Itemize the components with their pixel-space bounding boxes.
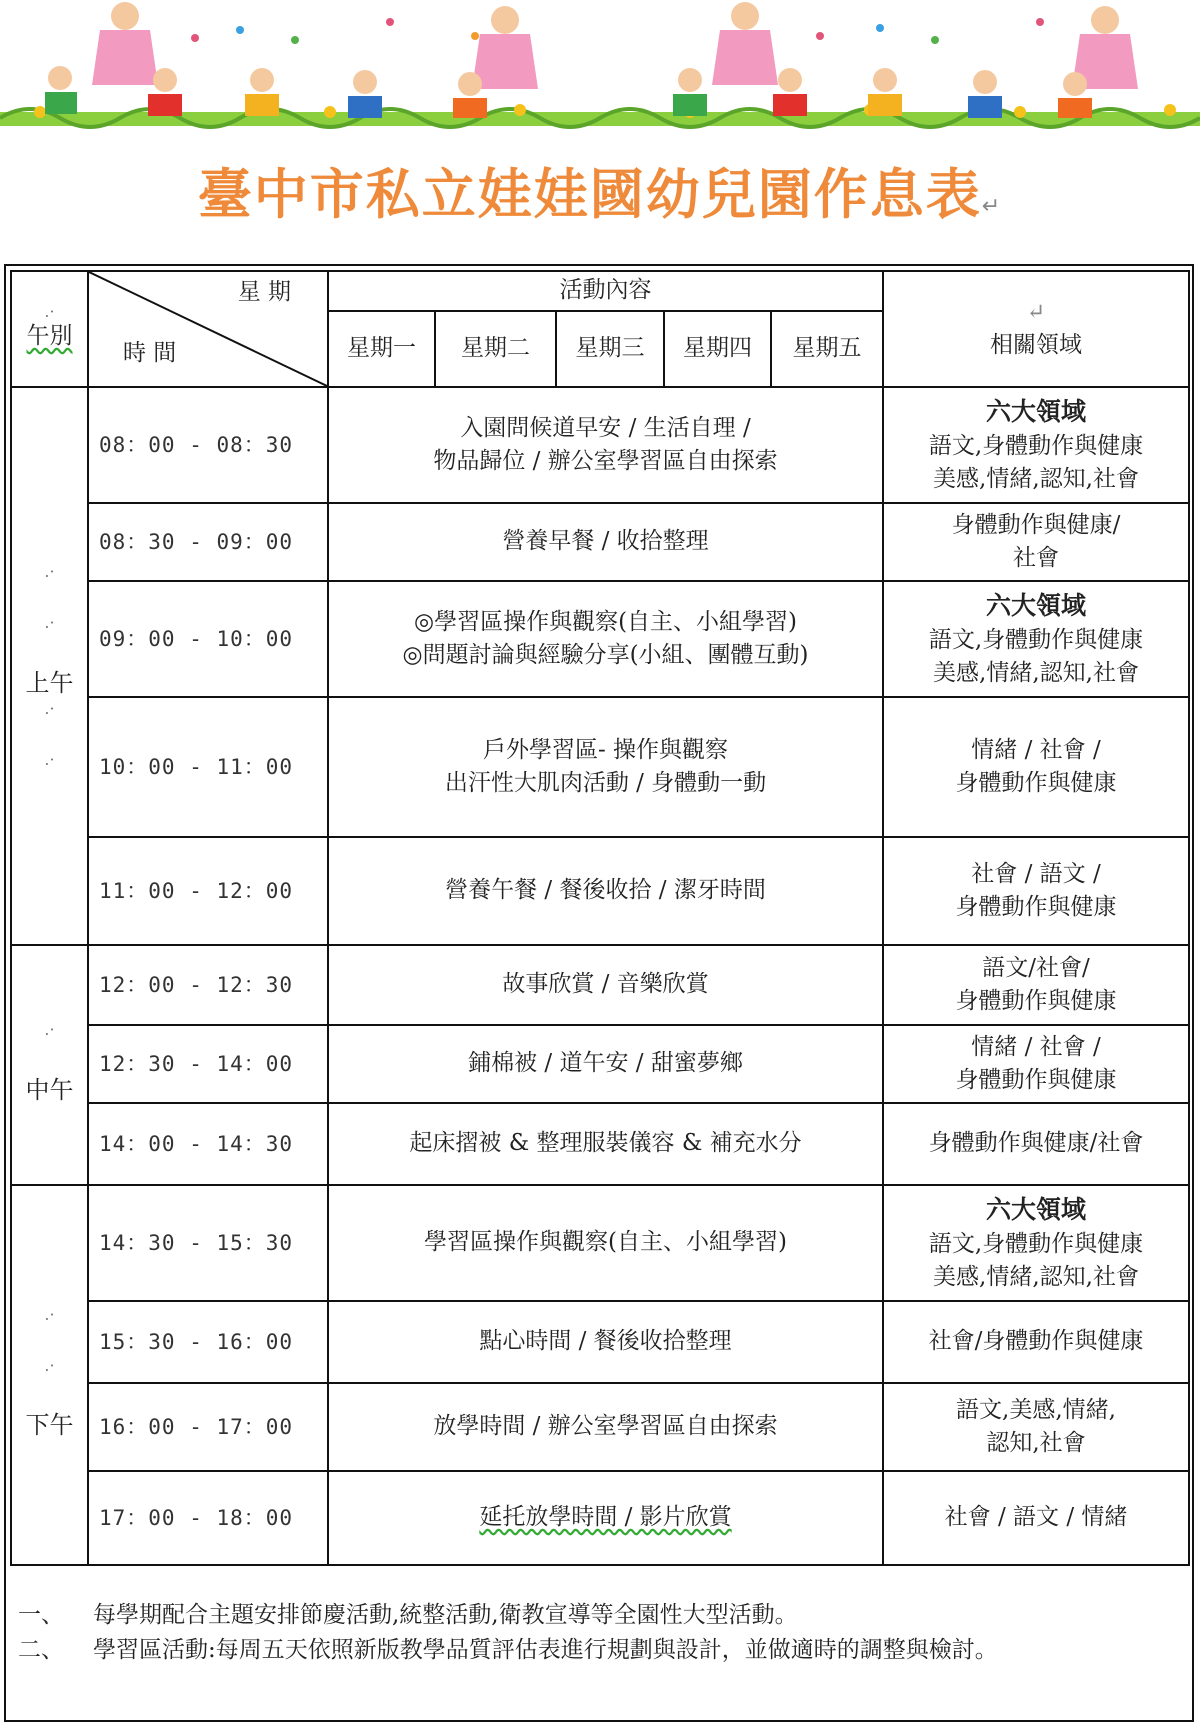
activity-cell: 延托放學時間 / 影片欣賞 — [328, 1471, 883, 1565]
time-cell: 12：30 - 14：00 — [88, 1025, 328, 1103]
header-day-tue: 星期二 — [435, 311, 556, 387]
table-row — [11, 1471, 1189, 1565]
domain-cell: 身體動作與健康/ 社會 — [883, 503, 1189, 581]
note-item — [18, 1598, 1188, 1633]
kids-banner-illustration — [0, 0, 1200, 145]
note-number: 一、 — [18, 1602, 64, 1628]
header-period: .· 午別 — [11, 271, 88, 387]
activity-cell: 點心時間 / 餐後收拾整理 — [328, 1301, 883, 1383]
time-cell: 11：00 - 12：00 — [88, 837, 328, 945]
time-cell: 09：00 - 10：00 — [88, 581, 328, 697]
period-afternoon: .· .· 下午 — [11, 1185, 88, 1565]
header-weekday-label: 星 期 — [237, 279, 291, 305]
domain-cell: 語文,美感,情緒, 認知,社會 — [883, 1383, 1189, 1471]
activity-cell: 學習區操作與觀察(自主、小組學習) — [328, 1185, 883, 1301]
domain-cell: 社會 / 語文 / 情緒 — [883, 1471, 1189, 1565]
schedule-table — [10, 270, 1190, 1566]
domain-cell: 六大領域 語文,身體動作與健康 美感,情緒,認知,社會 — [883, 581, 1189, 697]
domain-cell: 社會/身體動作與健康 — [883, 1301, 1189, 1383]
note-number: 二、 — [18, 1636, 64, 1663]
table-row — [11, 1301, 1189, 1383]
time-cell: 08：30 - 09：00 — [88, 503, 328, 581]
table-row — [11, 1103, 1189, 1185]
activity-cell: 放學時間 / 辦公室學習區自由探索 — [328, 1383, 883, 1471]
time-cell: 16：00 - 17：00 — [88, 1383, 328, 1471]
domain-cell: 情緒 / 社會 / 身體動作與健康 — [883, 1025, 1189, 1103]
header-day-mon: 星期一 — [328, 311, 435, 387]
table-row — [11, 387, 1189, 503]
domain-cell: 六大領域 語文,身體動作與健康 美感,情緒,認知,社會 — [883, 1185, 1189, 1301]
activity-cell: 入園問候道早安 / 生活自理 / 物品歸位 / 辦公室學習區自由探索 — [328, 387, 883, 503]
table-row — [11, 837, 1189, 945]
header-domain: ↵ 相關領域 — [883, 271, 1189, 387]
period-morning: .· .· 上午 .· .· — [11, 387, 88, 945]
table-row — [11, 1025, 1189, 1103]
note-text: 每學期配合主題安排節慶活動,統整活動,衛教宣導等全園性大型活動。 — [93, 1602, 798, 1628]
header-activity: 活動內容 — [328, 271, 883, 311]
activity-cell: 營養早餐 / 收拾整理 — [328, 503, 883, 581]
table-row — [11, 945, 1189, 1025]
time-cell: 10：00 - 11：00 — [88, 697, 328, 837]
time-cell: 15：30 - 16：00 — [88, 1301, 328, 1383]
table-row — [11, 697, 1189, 837]
time-cell: 12：00 - 12：30 — [88, 945, 328, 1025]
header-time-label: 時 間 — [123, 339, 177, 366]
notes-section — [18, 1598, 1188, 1667]
time-cell: 14：30 - 15：30 — [88, 1185, 328, 1301]
time-cell: 17：00 - 18：00 — [88, 1471, 328, 1565]
activity-cell: 故事欣賞 / 音樂欣賞 — [328, 945, 883, 1025]
domain-cell: 語文/社會/ 身體動作與健康 — [883, 945, 1189, 1025]
activity-cell: 戶外學習區- 操作與觀察 出汗性大肌肉活動 / 身體動一動 — [328, 697, 883, 837]
table-row — [11, 1185, 1189, 1301]
note-text: 學習區活動:每周五天依照新版教學品質評估表進行規劃與設計，並做適時的調整與檢討。 — [93, 1636, 998, 1663]
domain-cell: 社會 / 語文 / 身體動作與健康 — [883, 837, 1189, 945]
time-cell: 14：00 - 14：30 — [88, 1103, 328, 1185]
activity-cell: ◎學習區操作與觀察(自主、小組學習) ◎問題討論與經驗分享(小組、團體互動) — [328, 581, 883, 697]
note-item — [18, 1633, 1188, 1668]
children-figures — [45, 66, 1092, 118]
domain-cell: 六大領域 語文,身體動作與健康 美感,情緒,認知,社會 — [883, 387, 1189, 503]
domain-cell: 身體動作與健康/社會 — [883, 1103, 1189, 1185]
period-noon: .· 中午 — [11, 945, 88, 1185]
activity-cell: 營養午餐 / 餐後收拾 / 潔牙時間 — [328, 837, 883, 945]
table-row — [11, 503, 1189, 581]
music-notes — [191, 18, 1044, 44]
domain-cell: 情緒 / 社會 / 身體動作與健康 — [883, 697, 1189, 837]
header-day-thu: 星期四 — [664, 311, 771, 387]
time-cell: 08：00 - 08：30 — [88, 387, 328, 503]
table-row — [11, 581, 1189, 697]
header-diagonal-cell — [88, 271, 328, 387]
header-day-fri: 星期五 — [771, 311, 883, 387]
header-day-wed: 星期三 — [556, 311, 664, 387]
page-title: 臺中市私立娃娃國幼兒園作息表↵ — [197, 163, 1003, 226]
table-row — [11, 1383, 1189, 1471]
activity-cell: 起床摺被 & 整理服裝儀容 & 補充水分 — [328, 1103, 883, 1185]
activity-cell: 鋪棉被 / 道午安 / 甜蜜夢鄉 — [328, 1025, 883, 1103]
